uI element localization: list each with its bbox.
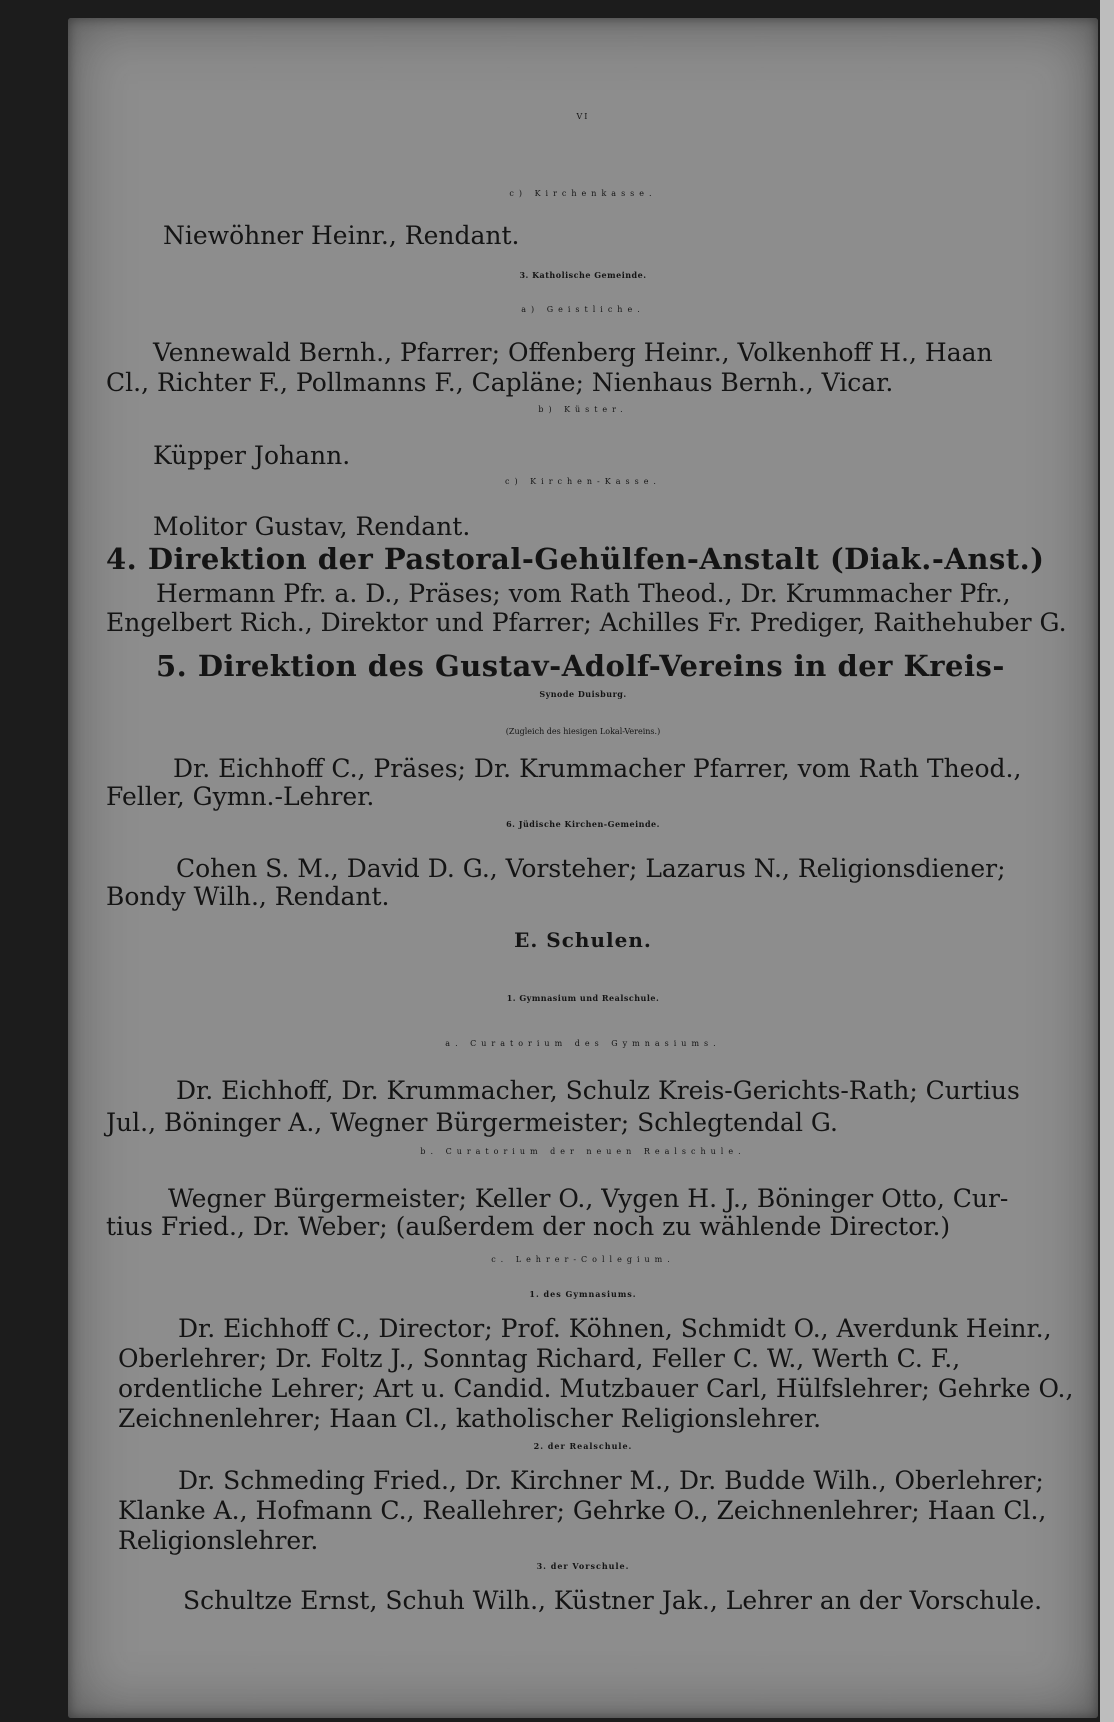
text-line: Molitor Gustav, Rendant.: [153, 512, 471, 541]
page-number: VI: [576, 112, 590, 121]
text-line: Bondy Wilh., Rendant.: [106, 882, 390, 911]
text-line: Jul., Böninger A., Wegner Bürgermeister; Schlegtendal G.: [106, 1108, 838, 1137]
text-line: Klanke A., Hofmann C., Reallehrer; Gehrke O., Zeichnenlehrer; Haan Cl.,: [118, 1496, 1047, 1525]
text-line: Cohen S. M., David D. G., Vorsteher; Lazarus N., Religionsdiener;: [176, 854, 1006, 883]
text-line: Engelbert Rich., Direktor und Pfarrer; Achilles Fr. Prediger, Raithehuber G.: [106, 608, 1067, 637]
text-line: Dr. Schmeding Fried., Dr. Kirchner M., Dr. Budde Wilh., Oberlehrer;: [178, 1466, 1044, 1495]
subsection-heading: c) Kirchenkasse.: [509, 189, 657, 198]
minor-heading: 2. der Realschule.: [533, 1441, 633, 1451]
document-page: [68, 18, 1098, 1718]
text-line: tius Fried., Dr. Weber; (außerdem der noch zu wählende Director.): [106, 1212, 951, 1241]
chapter-heading: E. Schulen.: [514, 928, 652, 952]
text-line: Küpper Johann.: [153, 441, 351, 470]
text-line: Religionslehrer.: [118, 1526, 319, 1555]
subsection-heading: b) Küster.: [538, 405, 628, 414]
subsection-heading: c. Lehrer-Collegium.: [491, 1255, 675, 1264]
text-line: Vennewald Bernh., Pfarrer; Offenberg Heinr., Volkenhoff H., Haan: [153, 338, 993, 367]
text-line: Dr. Eichhoff, Dr. Krummacher, Schulz Kreis-Gerichts-Rath; Curtius: [176, 1076, 1020, 1105]
text-line: Dr. Eichhoff C., Präses; Dr. Krummacher Pfarrer, vom Rath Theod.,: [173, 754, 1022, 783]
text-line: Schultze Ernst, Schuh Wilh., Küstner Jak., Lehrer an der Vorschule.: [183, 1586, 1043, 1615]
text-line: Feller, Gymn.-Lehrer.: [106, 782, 375, 811]
text-line: Zeichnenlehrer; Haan Cl., katholischer Religionslehrer.: [118, 1404, 822, 1433]
subsection-heading: a. Curatorium des Gymnasiums.: [445, 1039, 721, 1048]
subsection-heading: b. Curatorium der neuen Realschule.: [420, 1147, 746, 1156]
section-heading: 5. Direktion des Gustav-Adolf-Vereins in der Kreis-: [156, 649, 1005, 683]
text-line: Wegner Bürgermeister; Keller O., Vygen H. J., Böninger Otto, Cur-: [168, 1184, 1009, 1213]
section-heading: 4. Direktion der Pastoral-Gehülfen-Anstalt (Diak.-Anst.): [106, 542, 1045, 576]
scan-edge: [1100, 0, 1114, 1722]
section-heading: Synode Duisburg.: [539, 689, 627, 699]
text-line: Dr. Eichhoff C., Director; Prof. Köhnen, Schmidt O., Averdunk Heinr.,: [178, 1314, 1052, 1343]
subsection-heading: a) Geistliche.: [521, 305, 645, 314]
text-line: Niewöhner Heinr., Rendant.: [163, 221, 520, 250]
section-heading: 1. Gymnasium und Realschule.: [506, 993, 660, 1003]
text-line: Cl., Richter F., Pollmanns F., Capläne; Nienhaus Bernh., Vicar.: [106, 368, 894, 397]
subsection-heading: c) Kirchen-Kasse.: [505, 477, 661, 486]
text-line: Hermann Pfr. a. D., Präses; vom Rath Theod., Dr. Krummacher Pfr.,: [156, 579, 1011, 608]
minor-heading: 1. des Gymnasiums.: [529, 1289, 637, 1299]
minor-heading: 3. der Vorschule.: [536, 1561, 630, 1571]
section-heading: 6. Jüdische Kirchen-Gemeinde.: [506, 819, 660, 829]
section-heading: 3. Katholische Gemeinde.: [519, 270, 647, 280]
text-line: Oberlehrer; Dr. Foltz J., Sonntag Richard, Feller C. W., Werth C. F.,: [118, 1344, 961, 1373]
note-line: (Zugleich des hiesigen Lokal-Vereins.): [505, 727, 661, 736]
text-line: ordentliche Lehrer; Art u. Candid. Mutzbauer Carl, Hülfslehrer; Gehrke O.,: [118, 1374, 1074, 1403]
